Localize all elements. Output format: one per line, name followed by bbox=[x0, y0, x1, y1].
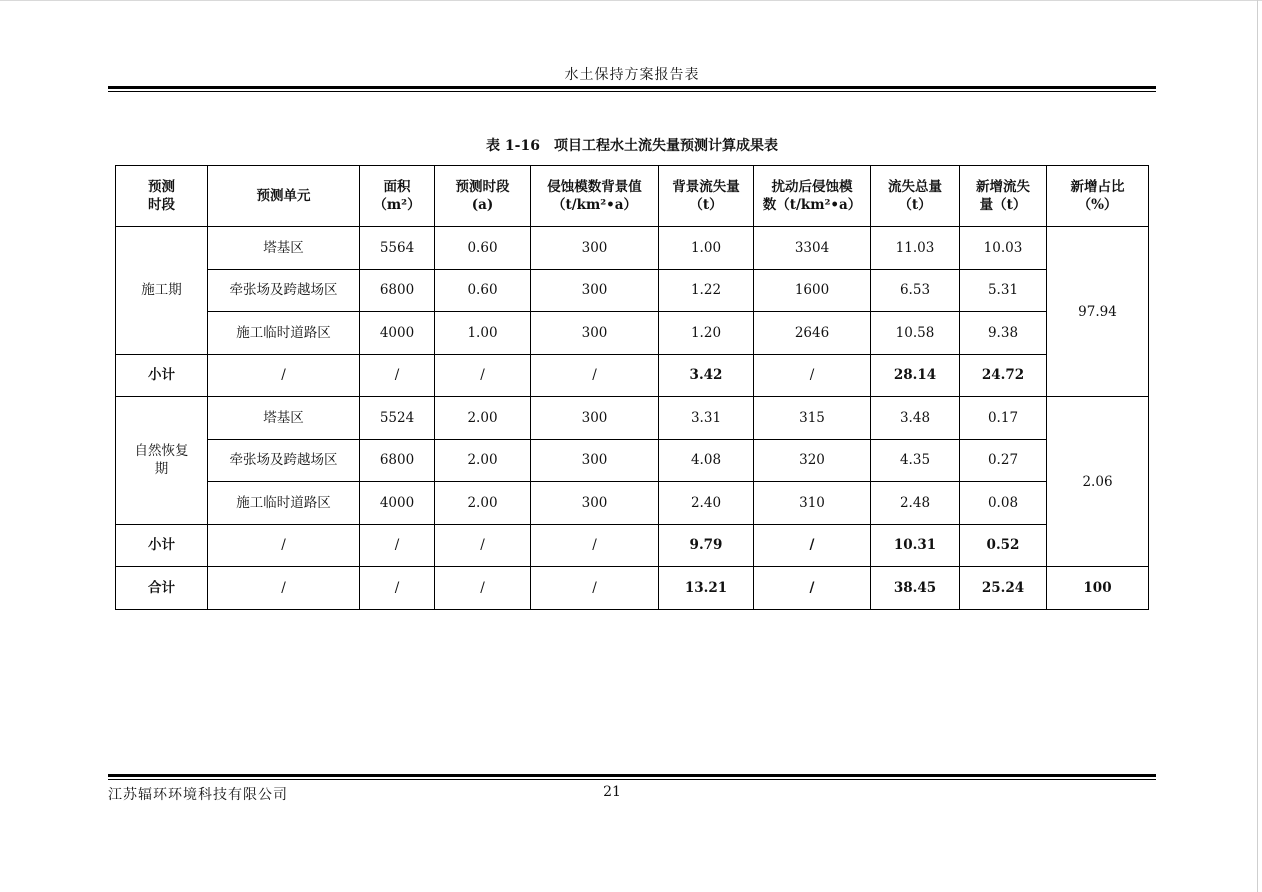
cell-duration: 2.00 bbox=[435, 482, 531, 525]
cell-dist-modulus: / bbox=[754, 354, 871, 397]
col-header-dist-modulus: 扰动后侵蚀模 数（t/km²•a） bbox=[754, 166, 871, 227]
cell-subtotal-label: 小计 bbox=[116, 354, 208, 397]
header-rule-thin bbox=[108, 91, 1156, 92]
cell-unit: 施工临时道路区 bbox=[208, 312, 360, 355]
table-row bbox=[116, 227, 1149, 270]
cell-new-loss: 0.27 bbox=[960, 439, 1047, 482]
cell-unit: 牵张场及跨越场区 bbox=[208, 439, 360, 482]
cell-total-loss: 10.31 bbox=[871, 524, 960, 567]
cell-unit: 施工临时道路区 bbox=[208, 482, 360, 525]
cell-duration: / bbox=[435, 567, 531, 610]
cell-bg-loss: 1.00 bbox=[659, 227, 754, 270]
page-edge-right bbox=[1257, 0, 1258, 892]
period-label-construction: 施工期 bbox=[116, 227, 208, 355]
header-row bbox=[116, 166, 1149, 227]
cell-dist-modulus: / bbox=[754, 567, 871, 610]
cell-bg-modulus: 300 bbox=[531, 312, 659, 355]
col-header-duration: 预测时段 (a) bbox=[435, 166, 531, 227]
cell-share-total: 100 bbox=[1047, 567, 1149, 610]
cell-duration: 2.00 bbox=[435, 397, 531, 440]
cell-area: 4000 bbox=[360, 312, 435, 355]
cell-dist-modulus: 310 bbox=[754, 482, 871, 525]
footer-rule-thin bbox=[108, 779, 1156, 780]
cell-total-loss: 11.03 bbox=[871, 227, 960, 270]
cell-new-loss: 10.03 bbox=[960, 227, 1047, 270]
cell-bg-modulus: 300 bbox=[531, 482, 659, 525]
cell-bg-loss: 9.79 bbox=[659, 524, 754, 567]
period-label-recovery: 自然恢复 期 bbox=[116, 397, 208, 525]
page-edge-top bbox=[0, 0, 1262, 1]
cell-dist-modulus: 3304 bbox=[754, 227, 871, 270]
cell-bg-loss: 2.40 bbox=[659, 482, 754, 525]
col-header-unit: 预测单元 bbox=[208, 166, 360, 227]
col-header-new-share: 新增占比 （%） bbox=[1047, 166, 1149, 227]
cell-area: 6800 bbox=[360, 439, 435, 482]
cell-total-loss: 2.48 bbox=[871, 482, 960, 525]
cell-duration: 0.60 bbox=[435, 269, 531, 312]
cell-total-loss: 38.45 bbox=[871, 567, 960, 610]
footer-rule-thick bbox=[108, 774, 1156, 777]
cell-new-loss: 9.38 bbox=[960, 312, 1047, 355]
cell-new-loss: 5.31 bbox=[960, 269, 1047, 312]
cell-bg-loss: 3.42 bbox=[659, 354, 754, 397]
cell-bg-loss: 13.21 bbox=[659, 567, 754, 610]
cell-dist-modulus: / bbox=[754, 524, 871, 567]
cell-duration: / bbox=[435, 354, 531, 397]
cell-dist-modulus: 2646 bbox=[754, 312, 871, 355]
col-header-bg-modulus: 侵蚀模数背景值 （t/km²•a） bbox=[531, 166, 659, 227]
cell-total-loss: 28.14 bbox=[871, 354, 960, 397]
cell-new-loss: 25.24 bbox=[960, 567, 1047, 610]
cell-area: / bbox=[360, 567, 435, 610]
cell-duration: / bbox=[435, 524, 531, 567]
cell-bg-loss: 3.31 bbox=[659, 397, 754, 440]
cell-bg-modulus: 300 bbox=[531, 269, 659, 312]
cell-bg-modulus: / bbox=[531, 567, 659, 610]
cell-area: / bbox=[360, 524, 435, 567]
soil-loss-table bbox=[115, 165, 1149, 610]
cell-dist-modulus: 320 bbox=[754, 439, 871, 482]
cell-unit: / bbox=[208, 524, 360, 567]
table-row bbox=[116, 397, 1149, 440]
cell-subtotal-label: 小计 bbox=[116, 524, 208, 567]
col-header-period: 预测 时段 bbox=[116, 166, 208, 227]
cell-bg-modulus: / bbox=[531, 354, 659, 397]
table-row bbox=[116, 482, 1149, 525]
cell-dist-modulus: 1600 bbox=[754, 269, 871, 312]
subtotal-row-recovery bbox=[116, 524, 1149, 567]
cell-bg-loss: 1.22 bbox=[659, 269, 754, 312]
cell-new-loss: 24.72 bbox=[960, 354, 1047, 397]
cell-new-loss: 0.17 bbox=[960, 397, 1047, 440]
cell-bg-modulus: 300 bbox=[531, 227, 659, 270]
footer-company: 江苏辐环环境科技有限公司 bbox=[108, 787, 288, 803]
table-row bbox=[116, 312, 1149, 355]
cell-new-loss: 0.08 bbox=[960, 482, 1047, 525]
cell-bg-loss: 1.20 bbox=[659, 312, 754, 355]
cell-area: 6800 bbox=[360, 269, 435, 312]
header-rule-thick bbox=[108, 86, 1156, 89]
cell-bg-modulus: 300 bbox=[531, 397, 659, 440]
cell-unit: / bbox=[208, 354, 360, 397]
running-header-title: 水土保持方案报告表 bbox=[564, 67, 700, 83]
cell-total-loss: 10.58 bbox=[871, 312, 960, 355]
cell-area: 5564 bbox=[360, 227, 435, 270]
cell-area: 5524 bbox=[360, 397, 435, 440]
cell-total-loss: 4.35 bbox=[871, 439, 960, 482]
cell-bg-loss: 4.08 bbox=[659, 439, 754, 482]
cell-new-loss: 0.52 bbox=[960, 524, 1047, 567]
cell-unit: 牵张场及跨越场区 bbox=[208, 269, 360, 312]
cell-bg-modulus: 300 bbox=[531, 439, 659, 482]
col-header-area: 面积 （m²） bbox=[360, 166, 435, 227]
cell-unit: / bbox=[208, 567, 360, 610]
col-header-total-loss: 流失总量 （t） bbox=[871, 166, 960, 227]
total-row bbox=[116, 567, 1149, 610]
cell-share-recovery: 2.06 bbox=[1047, 397, 1149, 567]
table-row bbox=[116, 269, 1149, 312]
page-number: 21 bbox=[603, 784, 621, 800]
cell-duration: 0.60 bbox=[435, 227, 531, 270]
cell-total-loss: 6.53 bbox=[871, 269, 960, 312]
cell-total-loss: 3.48 bbox=[871, 397, 960, 440]
cell-bg-modulus: / bbox=[531, 524, 659, 567]
cell-share-construction: 97.94 bbox=[1047, 227, 1149, 397]
table-caption: 表 1-16 项目工程水土流失量预测计算成果表 bbox=[486, 138, 778, 154]
col-header-bg-loss: 背景流失量 （t） bbox=[659, 166, 754, 227]
cell-duration: 2.00 bbox=[435, 439, 531, 482]
cell-duration: 1.00 bbox=[435, 312, 531, 355]
cell-unit: 塔基区 bbox=[208, 227, 360, 270]
cell-area: 4000 bbox=[360, 482, 435, 525]
cell-dist-modulus: 315 bbox=[754, 397, 871, 440]
cell-unit: 塔基区 bbox=[208, 397, 360, 440]
subtotal-row-construction bbox=[116, 354, 1149, 397]
cell-total-label: 合计 bbox=[116, 567, 208, 610]
cell-area: / bbox=[360, 354, 435, 397]
table-row bbox=[116, 439, 1149, 482]
col-header-new-loss: 新增流失 量（t） bbox=[960, 166, 1047, 227]
